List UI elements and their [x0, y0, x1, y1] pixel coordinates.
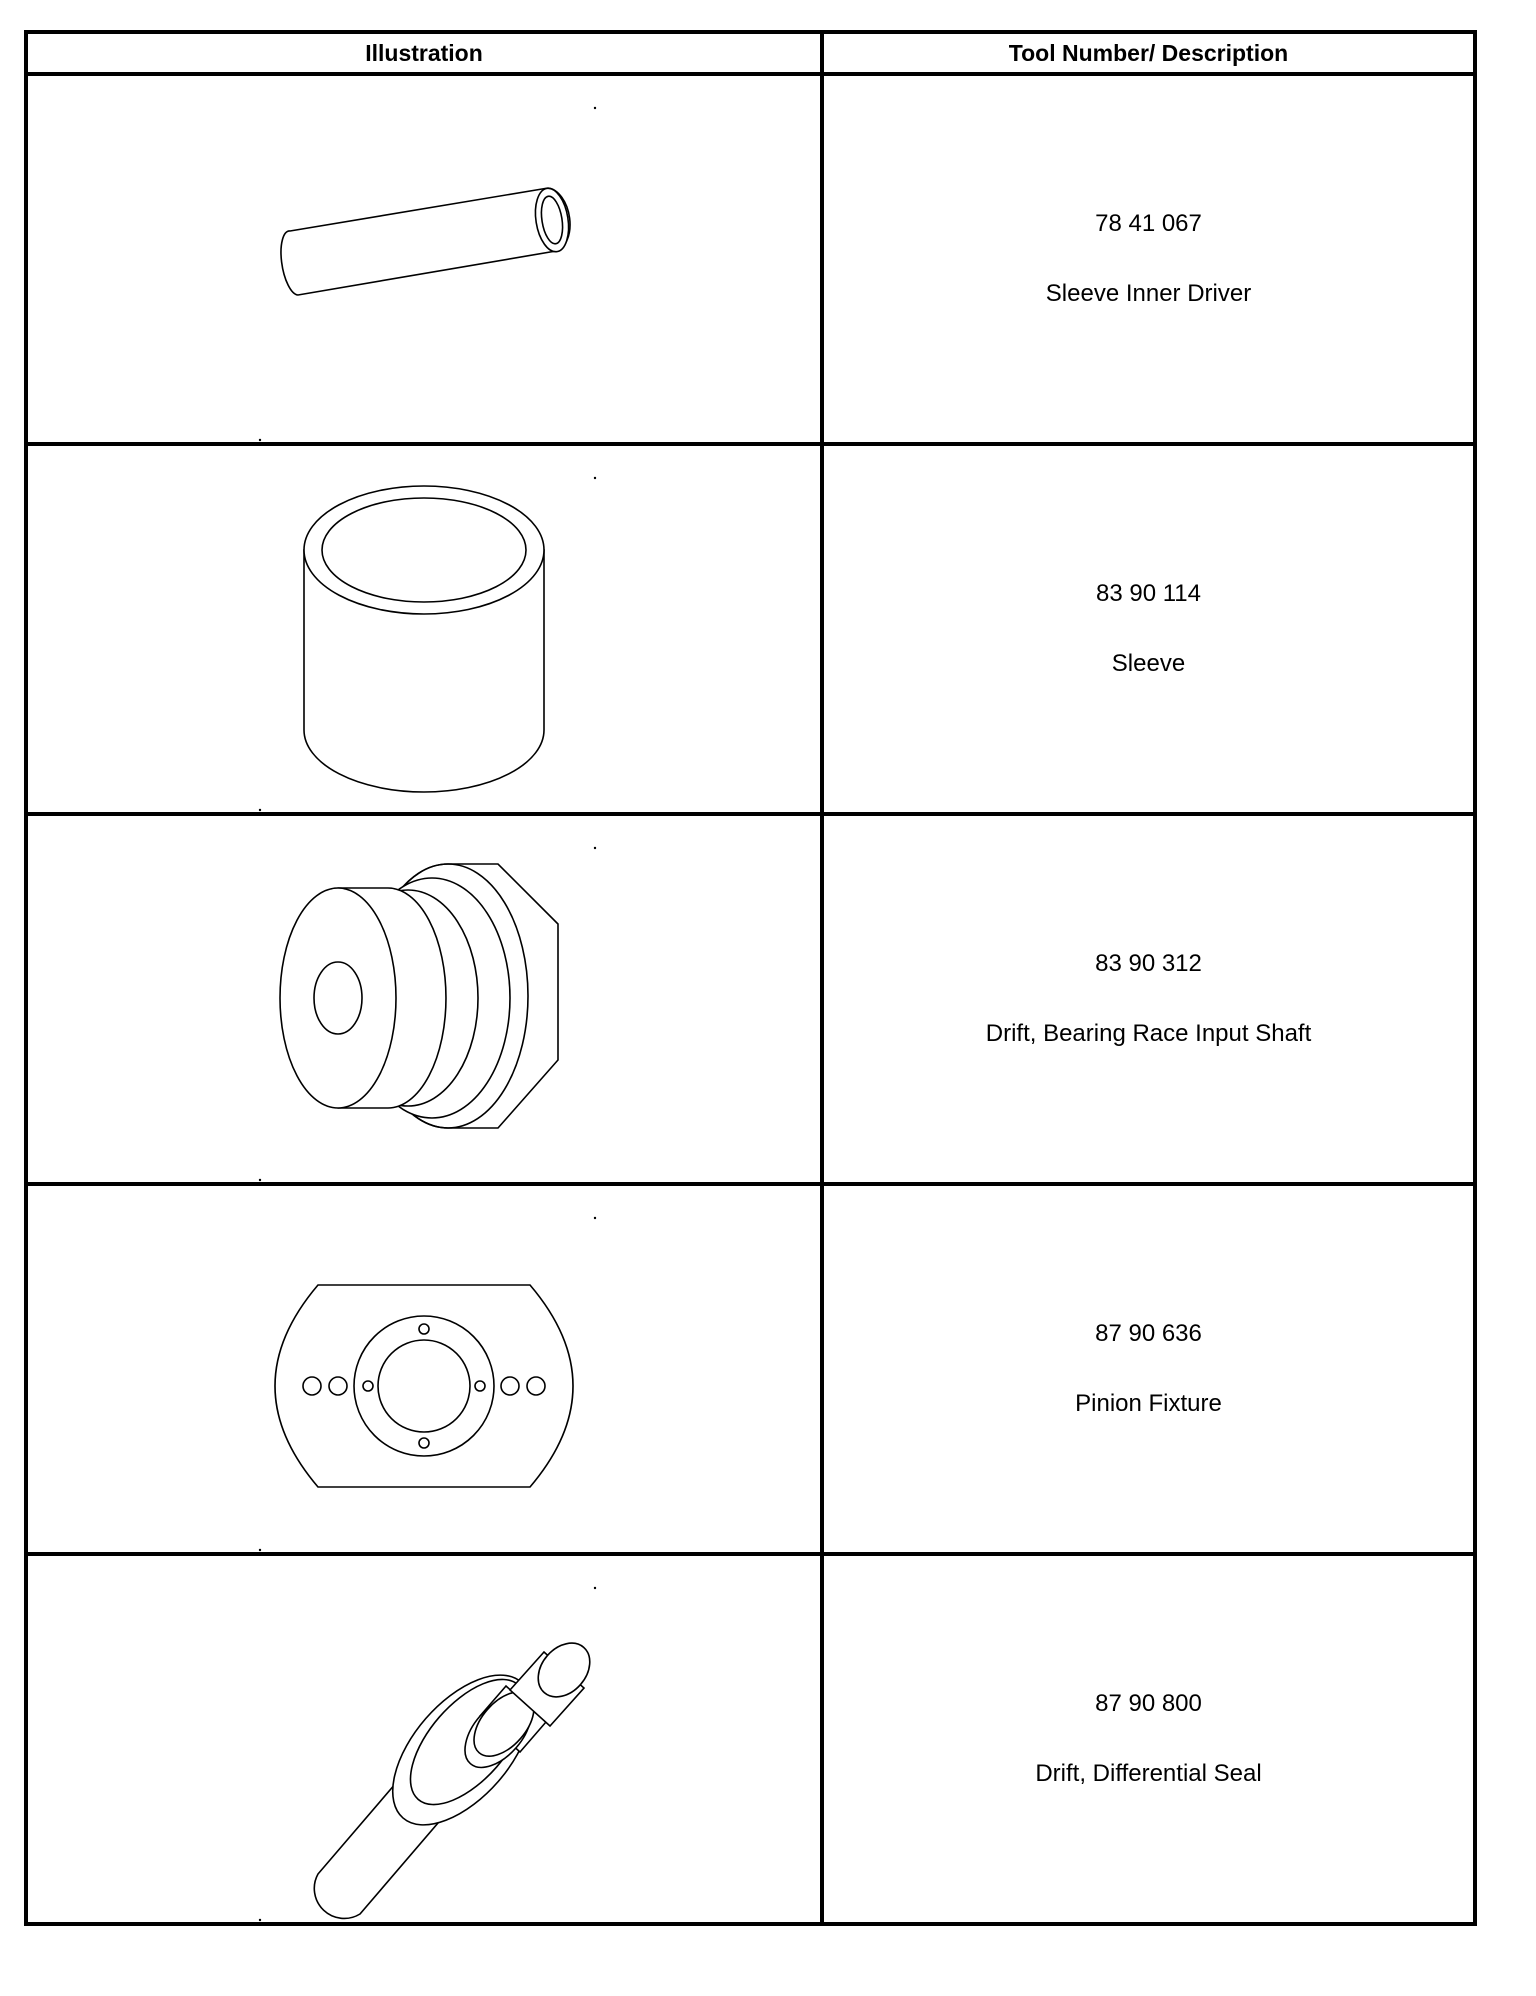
table-row: [26, 74, 1475, 444]
tool-description: Drift, Differential Seal: [1035, 1760, 1262, 1787]
illustration-cell: [26, 814, 822, 1184]
illustration-cell: [26, 1184, 822, 1554]
tool-number: 87 90 800: [1095, 1690, 1202, 1717]
header-illustration: Illustration: [26, 32, 822, 74]
tool-number: 87 90 636: [1095, 1320, 1202, 1347]
table-row: [26, 1554, 1475, 1924]
drift-bearing-race-illustration: [28, 816, 824, 1182]
header-tool-number-description: Tool Number/ Description: [822, 32, 1475, 74]
table-row: [26, 444, 1475, 814]
header-row: [26, 32, 1475, 74]
description-cell: [822, 74, 1475, 444]
tool-description: Pinion Fixture: [1075, 1390, 1222, 1417]
description-cell: [822, 444, 1475, 814]
table-row: [26, 1184, 1475, 1554]
tool-number: 83 90 312: [1095, 950, 1202, 977]
tool-description: Sleeve Inner Driver: [1045, 280, 1252, 307]
description-cell: [822, 1554, 1475, 1924]
illustration-cell: [26, 74, 822, 444]
tool-table: [24, 30, 1477, 1926]
illustration-cell: [26, 444, 822, 814]
table-row: [26, 814, 1475, 1184]
tool-description: Drift, Bearing Race Input Shaft: [985, 1020, 1312, 1047]
tool-description: Sleeve: [1111, 650, 1186, 677]
sleeve-illustration: [28, 446, 824, 812]
description-cell: [822, 814, 1475, 1184]
tool-number: 78 41 067: [1095, 210, 1202, 237]
pinion-fixture-illustration: [28, 1186, 824, 1552]
illustration-cell: [26, 1554, 822, 1924]
description-cell: [822, 1184, 1475, 1554]
sleeve-inner-driver-illustration: [28, 76, 824, 442]
drift-differential-seal-illustration: [28, 1556, 824, 1922]
tool-number: 83 90 114: [1096, 580, 1201, 607]
